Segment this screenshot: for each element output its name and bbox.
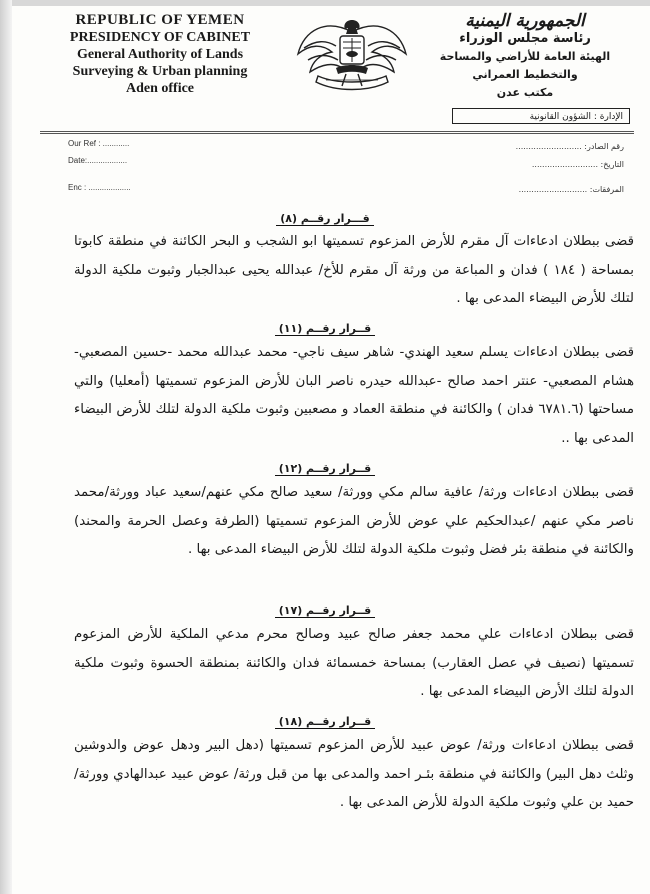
legal-affairs-label: الإدارة : الشؤون القانونية xyxy=(452,108,630,124)
enclosure-field-ar: المرفقات: ........................... xyxy=(518,185,624,194)
decision-title-text: قــرار رقــم (١٧) xyxy=(275,604,376,618)
decision-text: قضى ببطلان ادعاءات علي محمد جعفر صالح عبيد وصالح محرم مدعي الملكية للأرض المزعوم تسميتها (نصيف في عصل العقارب) بمساحة خمسمائة فدان والكائنة بمنطقة الحسوة وثبوت ملكية الدولة لتلك الأرض البيضاء المدعى بها . xyxy=(74,627,634,699)
scan-edge-left xyxy=(0,0,12,894)
scan-edge-top xyxy=(0,0,650,6)
decision-title-text: قــرار رقــم (١٢) xyxy=(275,462,376,476)
authority-name-ar: الهيئة العامة للأراضي والمساحة والتخطيط العمراني xyxy=(439,50,611,81)
authority-department: Surveying & Urban planning xyxy=(72,64,248,79)
header-divider-bottom xyxy=(40,133,634,134)
enclosure-field: Enc : ................... xyxy=(68,183,131,192)
decision-title xyxy=(0,604,650,617)
office-name-ar: مكتب عدن xyxy=(496,86,554,99)
our-ref-field-ar: رقم الصادر: .......................... xyxy=(515,142,624,151)
authority-name: General Authority of Lands xyxy=(76,47,244,62)
decision-text: قضى ببطلان ادعاءات آل مقرم للأرض المزعوم تسميتها ابو الشجب و البحر الكائنة في منطقة كابوتا بمساحة ( ١٨٤ ) فدان و المباعة من ورثة آل مقرم للأخ/ عبدالله يحيى عبدالجبار وثبوت ملكية الدولة لتلك للأرض البيضاء المدعى بها . xyxy=(74,234,634,306)
decision-text: قضى ببطلان ادعاءات ورثة/ عافية سالم مكي وورثة/ سعيد صالح مكي عنهم/سعيد عباد وورثة/محمد ناصر مكي عنهم /عبدالحكيم علي عوض للأرض المزعوم تسميتها (الطرفة وعصل الحرمة والمحند) والكائنة في منطقة بئر فضل وثبوت ملكية الدولة لتلك للأرض البيضاء المدعى بها . xyxy=(74,485,634,557)
decision-title-text: قــرار رقــم (١٨) xyxy=(275,715,376,729)
header-divider-top xyxy=(40,131,634,132)
office-name: Aden office xyxy=(125,81,195,96)
letterhead-english xyxy=(60,12,260,97)
our-ref-field: Our Ref : ............ xyxy=(68,139,130,148)
decision-title-text: قـــرار رقــم (٨) xyxy=(276,212,374,226)
decision-title-text: قــرار رقــم (١١) xyxy=(275,322,376,336)
decision-title xyxy=(0,212,650,225)
presidency-name-ar: رئاسة مجلس الوزراء xyxy=(459,31,591,46)
eagle-emblem-icon xyxy=(296,14,408,100)
presidency-name: PRESIDENCY OF CABINET xyxy=(69,30,251,45)
country-name-ar: الجمهورية اليمنية xyxy=(465,11,585,31)
letterhead-arabic xyxy=(420,12,630,102)
date-field: Date:.................. xyxy=(68,156,128,165)
decision-text: قضى ببطلان ادعاءات يسلم سعيد الهندي- شاهر سيف ناجي- محمد عبدالله محمد -حسين المصعبي- هشام المصعبي- عنتر احمد صالح -عبدالله حيدره ناصر البان للأرض المزعوم تسميتها (أمعليا) والتي مساحتها (٦٧٨١.٦ فدان ) والكائنة في منطقة العماد و مصعبين وثبوت ملكية الدولة لتلك للأرض البيضاء المدعى بها .. xyxy=(74,345,635,446)
decision-title xyxy=(0,322,650,335)
country-name: REPUBLIC OF YEMEN xyxy=(75,12,245,28)
decision-title xyxy=(0,462,650,475)
decision-title xyxy=(0,715,650,728)
decision-text: قضى ببطلان ادعاءات ورثة/ عوض عبيد للأرض المزعوم تسميتها (دهل البير ودهل عوض والدوشين وثلث دهل البير) والكائنة في منطقة بئـر احمد والمدعى بها من قبل ورثة/ عوض عبيد عبدالهادي وورثة/ حميد بن علي وثبوت ملكية الدولة للأرض المدعى بها . xyxy=(74,738,634,810)
date-field-ar: التاريخ: .......................... xyxy=(531,160,624,169)
